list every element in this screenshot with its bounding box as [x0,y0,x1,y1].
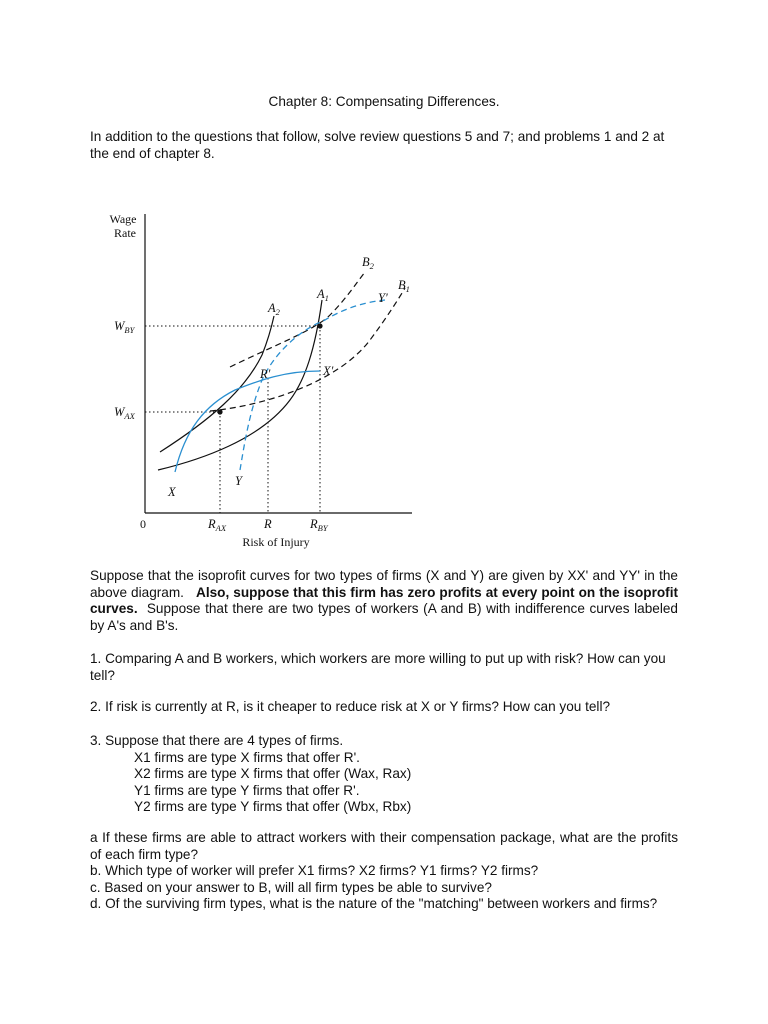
rax-label: $R_{AX}$ [208,517,227,533]
firm-type-x1: X1 firms are type X firms that offer R'. [134,749,360,765]
point-ax [217,409,222,414]
wby-label: $W_{BY}$ [114,319,135,335]
chapter-title: Chapter 8: Compensating Differences. [268,94,500,109]
y-axis-title-line1: Wage [109,212,137,226]
x-prime-label: X' [323,364,334,378]
a1-label: $A_1$ [317,287,329,303]
origin-label: 0 [140,517,146,531]
question-1: 1. Comparing A and B workers, which workers are more willing to put up with risk? How can you tell? [90,651,666,683]
curve-b1 [210,288,405,411]
zero-profit-assumption: Also, suppose that this firm has zero profits at every point on the isoprofit curves. [90,584,679,616]
a2-label: $A_2$ [268,301,280,317]
sub-questions [90,830,678,913]
b2-label: $B_2$ [362,255,374,271]
y-prime-label: Y' [378,291,388,305]
sub-question-d: d. Of the surviving firm types, what is the nature of the "matching" between workers and firms? [90,896,658,911]
firm-type-y1: Y1 firms are type Y firms that offer R'. [134,782,360,798]
wax-label: $W_{AX}$ [114,405,135,421]
x-label: X [168,485,176,499]
question-2: 2. If risk is currently at R, is it cheaper to reduce risk at X or Y firms? How can you tell? [90,699,611,714]
b1-label: $B_1$ [398,278,410,294]
point-by [317,323,322,328]
sub-question-c: c. Based on your answer to B, will all firm types be able to survive? [90,879,492,895]
firm-type-x2: X2 firms are type X firms that offer (Wax, Rax) [134,766,412,781]
rby-label: $R_{BY}$ [310,517,328,533]
question-3-intro: 3. Suppose that there are 4 types of firms. [90,733,344,748]
setup-paragraph: Suppose that the isoprofit curves for two types of firms (X and Y) are given by XX' and YY' in the above diagram. Also, suppose that this firm has zero profits at every point on the isoprofit curves. Suppose that there are two types of workers (A and B) with indifference curves labeled by A's and B's. [90,568,679,633]
firm-type-y2: Y2 firms are type Y firms that offer (Wbx, Rbx) [134,799,412,814]
curve-a2 [160,316,274,452]
r-prime-label: R' [260,367,271,381]
r-label: R [264,517,272,531]
curve-b2 [230,272,365,367]
x-axis-title: Risk of Injury [242,535,310,549]
sub-question-b: b. Which type of worker will prefer X1 firms? X2 firms? Y1 firms? Y2 firms? [90,863,539,878]
intro-paragraph: In addition to the questions that follow, solve review questions 5 and 7; and problems 1 and 2 at the end of chapter 8. [90,129,665,161]
y-label: Y [235,474,242,488]
sub-question-a: a If these firms are able to attract workers with their compensation package, what are the profits of each firm type? [90,830,678,862]
y-axis-title-line2: Rate [114,226,136,240]
question-3 [90,733,680,816]
